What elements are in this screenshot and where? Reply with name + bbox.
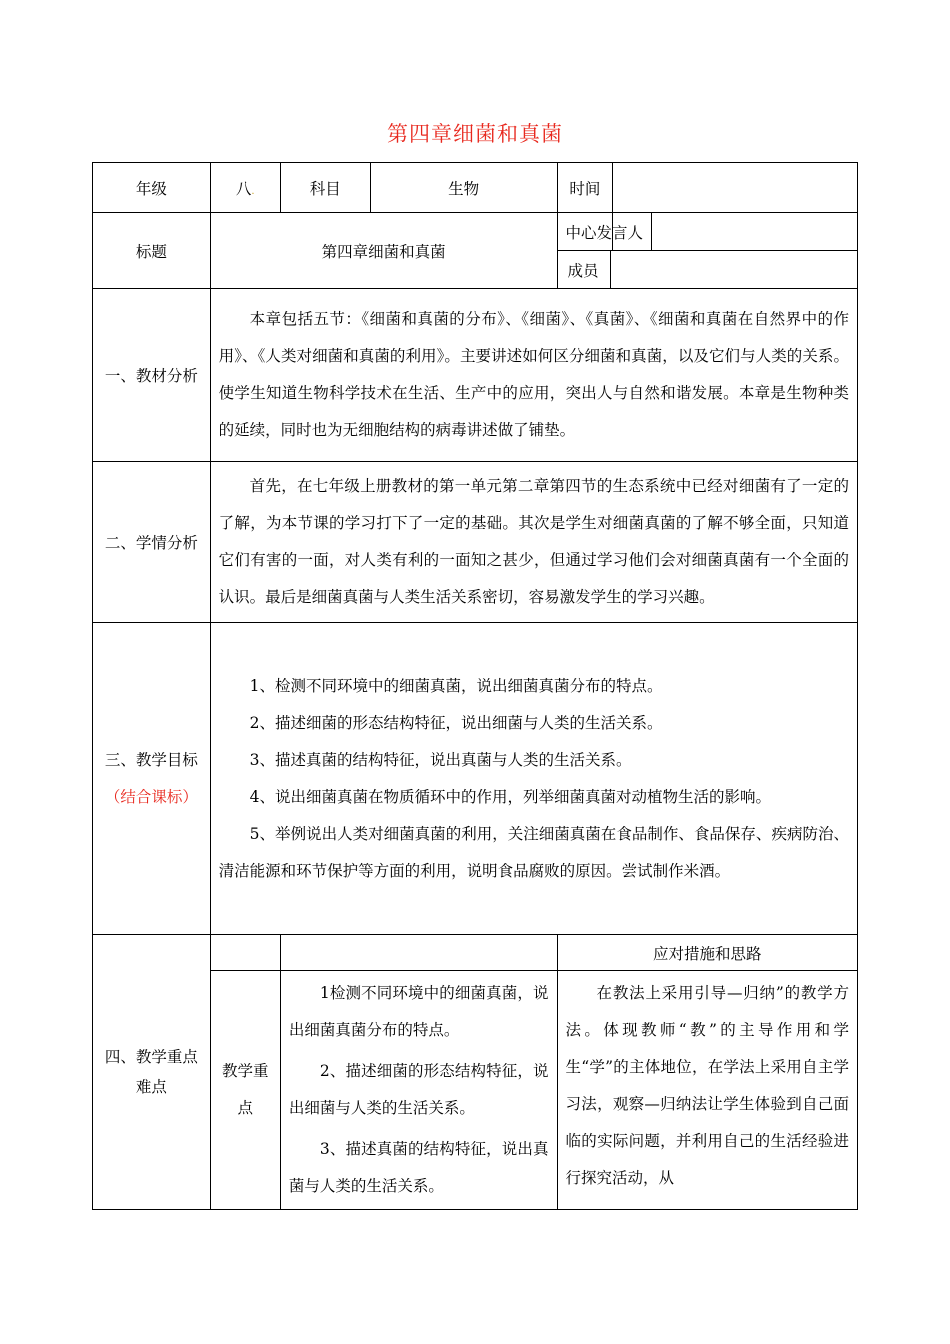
goal-item: 5、举例说出人类对细菌真菌的利用，关注细菌真菌在食品制作、食品保存、疾病防治、清洁能源和环节保护等方面的利用，说明食品腐败的原因。尝试制作米酒。 bbox=[218, 824, 849, 880]
time-label: 时间 bbox=[557, 163, 613, 213]
grade-value: 八. bbox=[210, 163, 280, 213]
section4-header-empty1 bbox=[210, 935, 280, 971]
document-title: 第四章细菌和真菌 bbox=[387, 122, 563, 146]
section3-label-cell bbox=[93, 623, 211, 935]
lesson-plan-table bbox=[92, 162, 858, 1210]
section2-label: 二、学情分析 bbox=[93, 462, 211, 623]
key-points-cell bbox=[280, 971, 557, 1210]
members-label: 成员 bbox=[558, 251, 611, 288]
time-value bbox=[613, 163, 858, 213]
goal-item: 1、检测不同环境中的细菌真菌，说出细菌真菌分布的特点。 bbox=[249, 676, 663, 695]
section3-sublabel: （结合课标） bbox=[104, 787, 198, 806]
section2-text bbox=[210, 462, 857, 623]
section4-label-text: 四、教学重点难点 bbox=[104, 1048, 198, 1096]
measures-cell bbox=[557, 971, 857, 1210]
key-point: 1检测不同环境中的细菌真菌，说出细菌真菌分布的特点。 bbox=[288, 984, 549, 1039]
topic-label: 标题 bbox=[93, 213, 211, 289]
key-point: 2、描述细菌的形态结构特征，说出细菌与人类的生活关系。 bbox=[288, 1062, 549, 1117]
key-point: 3、描述真菌的结构特征，说出真菌与人类的生活关系。 bbox=[288, 1140, 549, 1195]
section4-header-empty2 bbox=[280, 935, 557, 971]
section1-label: 一、教材分析 bbox=[93, 289, 211, 462]
speaker-label-text: 中心发言人 bbox=[558, 213, 652, 250]
key-points-label: 教学重点 bbox=[222, 1062, 269, 1117]
goal-item: 2、描述细菌的形态结构特征，说出细菌与人类的生活关系。 bbox=[249, 713, 663, 732]
members-cell bbox=[557, 251, 857, 289]
subject-value: 生物 bbox=[370, 163, 557, 213]
section4-column-header: 应对措施和思路 bbox=[557, 935, 857, 971]
speaker-value bbox=[613, 213, 858, 251]
section1-paragraph: 本章包括五节：《细菌和真菌的分布》、《细菌》、《真菌》、《细菌和真菌在自然界中的作用》、《人类对细菌和真菌的利用》。主要讲述如何区分细菌和真菌，以及它们与人类的关系。使学生知道生物科学技术在生活、生产中的应用，突出人与自然和谐发展。本章是生物种类的延续，同时也为无细胞结构的病毒讲述做了铺垫。 bbox=[218, 310, 849, 439]
section3-goals bbox=[210, 623, 857, 935]
section3-label: 三、教学目标 bbox=[104, 750, 198, 769]
goal-item: 3、描述真菌的结构特征，说出真菌与人类的生活关系。 bbox=[249, 750, 632, 769]
section1-text bbox=[210, 289, 857, 462]
topic-value: 第四章细菌和真菌 bbox=[210, 213, 557, 289]
subject-label: 科目 bbox=[280, 163, 370, 213]
goal-item: 4、说出细菌真菌在物质循环中的作用，列举细菌真菌对动植物生活的影响。 bbox=[249, 787, 772, 806]
section4-label bbox=[93, 935, 211, 1210]
speaker-label bbox=[557, 213, 644, 251]
section2-paragraph: 首先，在七年级上册教材的第一单元第二章第四节的生态系统中已经对细菌有了一定的了解，为本节课的学习打下了一定的基础。其次是学生对细菌真菌的了解不够全面，只知道它们有害的一面，对人类有利的一面知之甚少，但通过学习他们会对细菌真菌有一个全面的认识。最后是细菌真菌与人类生活关系密切，容易激发学生的学习兴趣。 bbox=[218, 477, 849, 606]
key-points-label-cell bbox=[210, 971, 280, 1210]
measures-text: 在教法上采用引导—归纳”的教学方法。体现教师“教”的主导作用和学生“学”的主体地位，在学法上采用自主学习法，观察—归纳法让学生体验到自己面临的实际问题，并利用自己的生活经验进行探究活动，从 bbox=[565, 984, 849, 1187]
members-value bbox=[610, 251, 857, 288]
grade-label: 年级 bbox=[93, 163, 211, 213]
